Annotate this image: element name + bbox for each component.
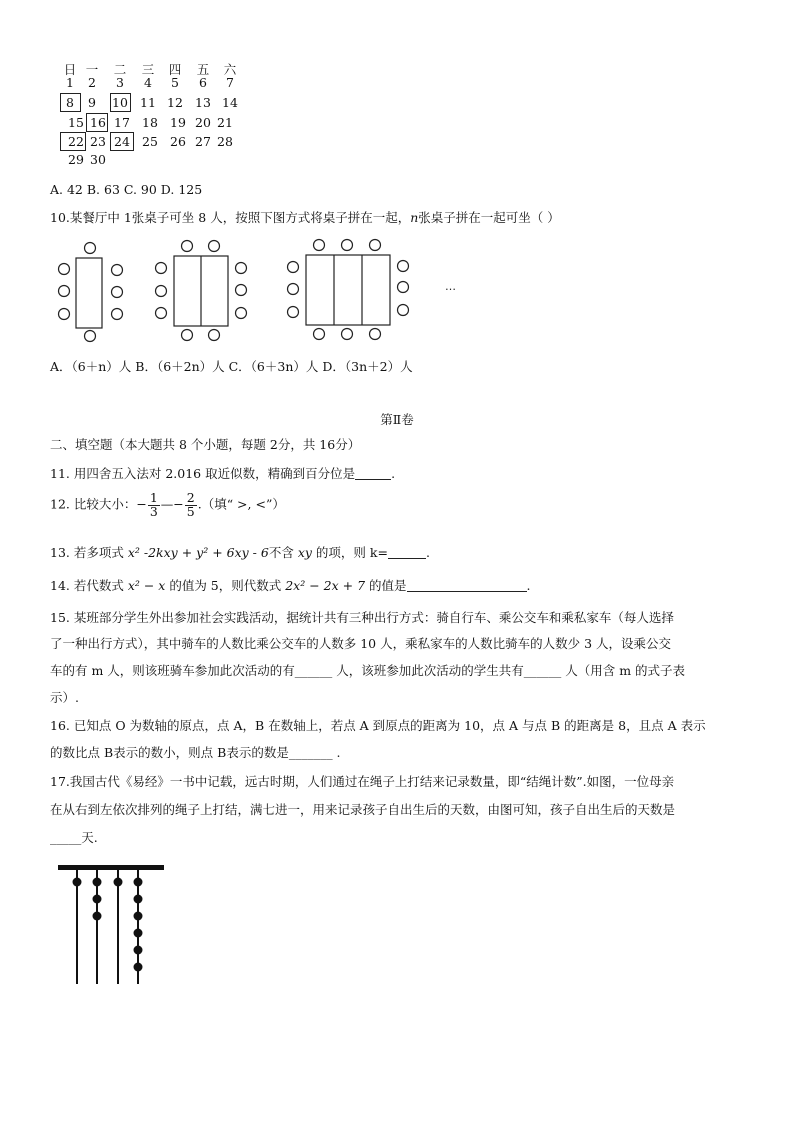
seat (288, 284, 299, 295)
q10-stem-n: n (410, 210, 419, 225)
day-26: 26 (170, 134, 186, 149)
q15-line-1: 15. 某班部分学生外出参加社会实践活动，据统计共有三种出行方式：骑自行车、乘公交车和乘私家车（每人选择 (50, 610, 674, 625)
day-5: 5 (171, 75, 179, 90)
seat (314, 240, 325, 251)
day-11: 11 (140, 95, 156, 110)
day-17: 17 (114, 115, 130, 130)
day-27: 27 (195, 134, 211, 149)
seat (209, 241, 220, 252)
weekday-sun: 日 (63, 62, 77, 77)
calendar-figure (58, 60, 238, 170)
section-title: 第Ⅱ卷 (380, 412, 414, 427)
day-25: 25 (142, 134, 158, 149)
seat (112, 287, 123, 298)
q12-prefix: 12. 比较大小：− (50, 496, 147, 512)
day-15: 15 (68, 115, 84, 130)
weekday-wed: 三 (141, 62, 155, 77)
highlight-box-22 (60, 132, 86, 151)
table-3 (306, 255, 390, 325)
knot (134, 878, 143, 887)
seat (288, 307, 299, 318)
q17-line-2: 在从右到左依次排列的绳子上打结，满七进一，用来记录孩子自出生后的天数，由图可知，孩子自出生后的天数是 (50, 802, 676, 817)
q15-line-2: 了一种出行方式），其中骑车的人数比乘公交车的人数多 10 人，乘私家车的人数比骑车的人数少 3 人，设乘公交 (50, 636, 672, 651)
seat (59, 286, 70, 297)
q10-ellipsis: … (445, 280, 456, 293)
seat (59, 309, 70, 320)
weekday-tue: 二 (113, 62, 127, 77)
day-22: 22 (68, 134, 84, 149)
knot (93, 912, 102, 921)
q15-line-3: 车的有 m 人，则该班骑车参加此次活动的有______ 人，该班参加此次活动的学生共有______ 人（用含 m 的式子表 (50, 663, 686, 678)
q13-suffix: 的项，则 k= (311, 545, 388, 560)
rope-bar (58, 865, 164, 870)
q14-expr2: 2x² − 2x + 7 (285, 578, 366, 593)
section-heading: 二、填空题（本大题共 8 个小题，每题 2分，共 16分） (50, 437, 361, 452)
table-1 (76, 258, 102, 328)
seat (156, 286, 167, 297)
knot (134, 946, 143, 955)
seat (236, 308, 247, 319)
day-24: 24 (114, 134, 130, 149)
day-13: 13 (195, 95, 211, 110)
knot (73, 878, 82, 887)
q17-line-3: _____天. (50, 830, 98, 845)
fraction-2-5 (185, 492, 197, 518)
seat (59, 264, 70, 275)
weekday-mon: 一 (85, 62, 99, 77)
day-18: 18 (142, 115, 158, 130)
q12-blank[interactable]: — (160, 496, 174, 512)
highlight-box-10 (110, 93, 131, 112)
knotted-ropes-figure (56, 862, 168, 986)
fraction-1-3 (148, 492, 160, 518)
seat (398, 282, 409, 293)
day-7: 7 (226, 75, 234, 90)
day-30: 30 (90, 152, 106, 167)
q12-den2: 5 (186, 503, 195, 519)
day-21: 21 (217, 115, 233, 130)
q12-suffix: .（填“ >, <”） (197, 496, 285, 512)
day-16: 16 (90, 115, 106, 130)
seat (398, 305, 409, 316)
day-1: 1 (66, 75, 74, 90)
seat (236, 285, 247, 296)
knot (93, 895, 102, 904)
q13-expr: x² -2kxy + y² + 6xy - 6 (127, 545, 269, 560)
knot (134, 929, 143, 938)
seat (85, 243, 96, 254)
seat (342, 240, 353, 251)
q13-prefix: 13. 若多项式 (50, 545, 128, 560)
q12-den1: 3 (149, 503, 158, 519)
seat (236, 263, 247, 274)
highlight-box-8 (60, 93, 81, 112)
q13-xy: xy (297, 545, 312, 560)
q14: 14. 若代数式 x² − x 的值为 5，则代数式 2x² − 2x + 7 的值是 . (50, 578, 531, 593)
day-14: 14 (222, 95, 238, 110)
q12 (50, 492, 285, 518)
highlight-box-16 (86, 113, 108, 132)
seat (398, 261, 409, 272)
seat (288, 262, 299, 273)
seat (182, 330, 193, 341)
seat (342, 329, 353, 340)
q11-text: 11. 用四舍五入法对 2.016 取近似数，精确到百分位是 (50, 466, 356, 481)
day-6: 6 (199, 75, 207, 90)
q12-minus2: − (173, 496, 184, 512)
knot (114, 878, 123, 887)
day-23: 23 (90, 134, 106, 149)
seat (156, 263, 167, 274)
q14-suffix: 的值是 (365, 578, 407, 593)
seat (112, 309, 123, 320)
seat (85, 331, 96, 342)
weekday-sat: 六 (223, 62, 237, 77)
day-3: 3 (116, 75, 124, 90)
q9-options: A. 42 B. 63 C. 90 D. 125 (50, 182, 203, 197)
q12-num1: 1 (149, 490, 158, 505)
q11-blank[interactable] (355, 467, 391, 480)
q12-num2: 2 (186, 490, 195, 505)
highlight-box-24 (110, 132, 134, 151)
q16-line-2: 的数比点 B表示的数小，则点 B表示的数是_______ . (50, 745, 341, 760)
q14-mid: 的值为 5，则代数式 (165, 578, 286, 593)
q16-line-1: 16. 已知点 O 为数轴的原点，点 A，B 在数轴上，若点 A 到原点的距离为 10，点 A 与点 B 的距离是 8，且点 A 表示 (50, 718, 706, 733)
seat (156, 308, 167, 319)
day-19: 19 (170, 115, 186, 130)
day-4: 4 (144, 75, 152, 90)
q14-blank[interactable] (407, 579, 527, 592)
q14-prefix: 14. 若代数式 (50, 578, 128, 593)
q15-line-4: 示）. (50, 690, 79, 705)
day-12: 12 (167, 95, 183, 110)
q13-mid: 不含 (268, 545, 298, 560)
knot (93, 878, 102, 887)
q11: 11. 用四舍五入法对 2.016 取近似数，精确到百分位是 . (50, 466, 396, 481)
q13: 13. 若多项式 x² -2kxy + y² + 6xy - 6不含 xy 的项，则 k= . (50, 545, 430, 560)
tables-figure (50, 236, 490, 346)
knot (134, 895, 143, 904)
day-10: 10 (112, 95, 128, 110)
seat (112, 265, 123, 276)
day-20: 20 (195, 115, 211, 130)
seat (209, 330, 220, 341)
seat (370, 329, 381, 340)
q10-stem-b: 张桌子拼在一起可坐（ ） (418, 210, 560, 225)
seat (370, 240, 381, 251)
weekday-thu: 四 (168, 62, 182, 77)
weekday-fri: 五 (196, 62, 210, 77)
q14-expr1: x² − x (127, 578, 166, 593)
q13-blank[interactable] (388, 546, 426, 559)
knot (134, 963, 143, 972)
seat (182, 241, 193, 252)
seat (314, 329, 325, 340)
knot (134, 912, 143, 921)
day-8: 8 (66, 95, 74, 110)
q10-options: A．（6＋n）人 B．（6＋2n）人 C．（6＋3n）人 D．（3n＋2）人 (50, 359, 413, 374)
q17-line-1: 17.我国古代《易经》一书中记载，远古时期，人们通过在绳子上打结来记录数量，即“结绳计数”.如图，一位母亲 (50, 774, 675, 789)
day-2: 2 (88, 75, 96, 90)
day-9: 9 (88, 95, 96, 110)
day-29: 29 (68, 152, 84, 167)
day-28: 28 (217, 134, 233, 149)
q10-stem-a: 10.某餐厅中 1张桌子可坐 8 人，按照下图方式将桌子拼在一起， (50, 210, 411, 225)
q10-stem (50, 208, 560, 226)
